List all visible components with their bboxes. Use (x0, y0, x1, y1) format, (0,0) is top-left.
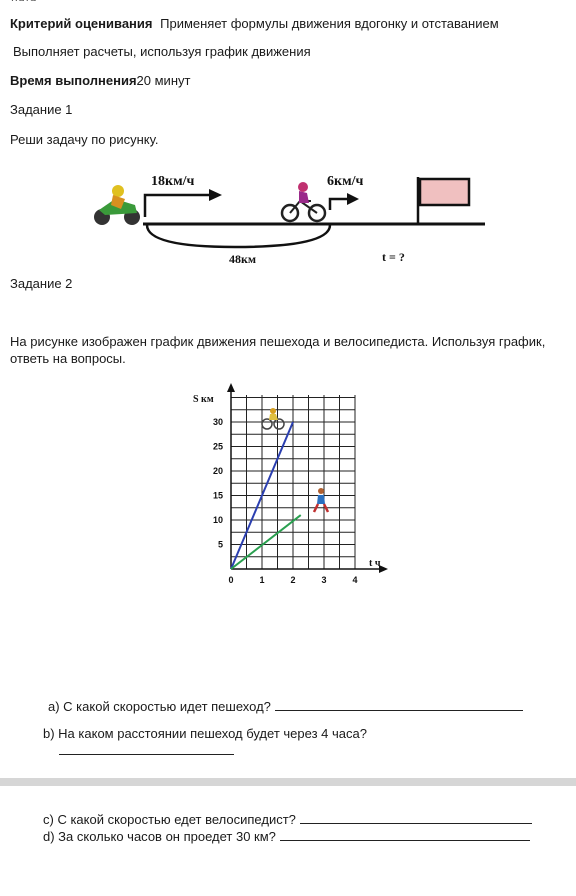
criterion-text: Применяет формулы движения вдогонку и отставанием (160, 16, 499, 31)
question-d: d) За сколько часов он проедет 30 км? (43, 829, 276, 844)
pedestrian-icon (314, 488, 328, 512)
task2-description: На рисунке изображен график движения пешехода и велосипедиста. Используя график, ответь на вопросы. (10, 334, 546, 366)
task1-instruction: Реши задачу по рисунку. (10, 132, 159, 147)
task1-figure (85, 165, 490, 270)
criterion-label: Критерий оценивания (10, 16, 153, 31)
task1-title: Задание 1 (10, 102, 73, 117)
distance-label: 48км (229, 252, 257, 266)
speed-moto-label: 18км/ч (151, 174, 195, 189)
task2-title: Задание 2 (10, 276, 73, 291)
arrow-bike-line (330, 199, 347, 210)
cyclist-icon (262, 408, 284, 429)
time-value: 20 минут (136, 73, 191, 88)
x-tick-label: 4 (352, 575, 358, 585)
time-line (10, 73, 190, 88)
answer-a-line[interactable] (275, 698, 523, 711)
page-separator (0, 778, 576, 786)
x-tick-label: 1 (259, 575, 265, 585)
arrow-moto-line (145, 195, 209, 217)
question-c-row (43, 811, 532, 827)
question-b: b) На каком расстоянии пешеход будет через 4 часа? (43, 726, 367, 741)
y-tick-label: 20 (212, 466, 223, 476)
question-a: а) С какой скоростью идет пешеход? (48, 699, 271, 714)
motion-chart (185, 380, 395, 595)
y-axis-label: S км (193, 394, 214, 405)
arrow-moto-head (209, 189, 222, 201)
distance-arc (147, 225, 330, 247)
arrow-bike-head (347, 193, 359, 205)
finish-flag (420, 179, 469, 205)
cut-off-header-text (10, 0, 50, 1)
y-tick-label: 10 (212, 515, 223, 525)
criterion-text-2: Выполняет расчеты, используя график движения (13, 44, 311, 59)
x-axis-label: t ч (369, 558, 381, 569)
y-axis-arrow (227, 383, 235, 392)
motorcycle-icon (94, 185, 140, 225)
x-tick-label: 3 (321, 575, 327, 585)
answer-d-line[interactable] (280, 828, 530, 841)
question-a-row (48, 698, 523, 714)
y-tick-label: 15 (212, 490, 223, 501)
x-tick-label: 2 (290, 575, 296, 585)
time-question-label: t = ? (382, 250, 405, 264)
criterion-line (10, 16, 499, 31)
bicycle-icon (282, 182, 325, 221)
x-tick-label: 0 (228, 575, 234, 585)
answer-b-line[interactable] (59, 742, 234, 755)
time-label: Время выполнения (10, 73, 137, 88)
y-tick-label: 30 (212, 417, 223, 427)
answer-c-line[interactable] (300, 811, 532, 824)
answer-b-row (59, 742, 234, 760)
speed-bike-label: 6км/ч (327, 174, 364, 189)
chart-grid (231, 395, 355, 569)
question-c: c) С какой скоростью едет велосипедист? (43, 812, 296, 827)
y-tick-label: 5 (217, 539, 223, 550)
question-d-row (43, 828, 530, 844)
y-tick-label: 25 (212, 441, 223, 452)
